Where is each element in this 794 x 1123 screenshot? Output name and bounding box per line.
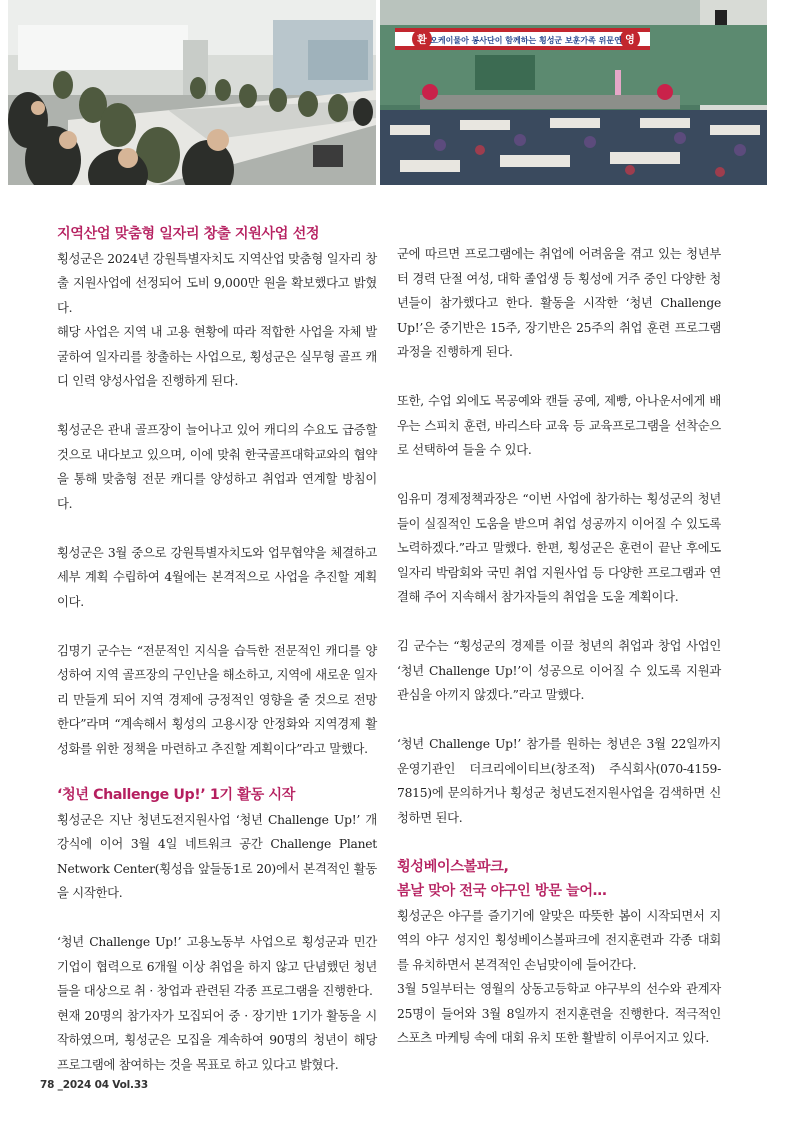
page-footer: 78 _2024 04 Vol.33	[40, 1079, 149, 1091]
section-heading-challenge-up: ‘청년 Challenge Up!’ 1기 활동 시작	[57, 787, 295, 803]
banner-text: 오케이물아 봉사단이 함께하는 횡성군 보훈가족 위문연	[430, 36, 622, 45]
banner-right-char: 영	[625, 35, 635, 46]
right-column	[397, 222, 721, 1051]
paragraph: 군에 따르면 프로그램에는 취업에 어려움을 겪고 있는 청년부터 경력 단절 여성, 대학 졸업생 등 횡성에 거주 중인 다양한 청년들이 참가했다고 한다. 활동을 시작한 ‘청년 Challenge Up!’은 중기반은 15주, 장기반은 25주의 취업 훈련 프로그램 과정을 진행하게 된다.	[397, 247, 721, 359]
paragraph: 횡성군은 3월 중으로 강원특별자치도와 업무협약을 체결하고 세부 계획 수립하여 4월에는 본격적으로 사업을 추진할 계획이다.	[57, 545, 377, 609]
section-heading-baseball-park	[397, 855, 721, 904]
paragraph: 현재 20명의 참가자가 모집되어 중 · 장기반 1기가 활동을 시작하였으며, 횡성군은 모집을 계속하여 90명의 청년이 해당 프로그램에 참여하는 것을 목표로 하고 있다고 밝혔다.	[57, 1008, 377, 1072]
section-heading-job-creation: 지역산업 맞춤형 일자리 창출 지원사업 선정	[57, 226, 320, 242]
paragraph: 3월 5일부터는 영월의 상동고등학교 야구부의 선수와 관계자 25명이 들어와 3월 8일까지 전지훈련을 진행한다. 적극적인 스포츠 마케팅 속에 대회 유치 또한 활발히 이루어지고 있다.	[397, 982, 721, 1045]
paragraph: 임유미 경제정책과장은 “이번 사업에 참가하는 횡성군의 청년들이 실질적인 도움을 받으며 취업 성공까지 이어질 수 있도록 노력하겠다.”라고 말했다. 한편, 횡성군은 훈련이 끝난 후에도 일자리 박람회와 국민 취업 지원사업 등 다양한 프로그램과 연결해 주어 지속해서 참가자들의 취업을 도울 계획이다.	[397, 492, 721, 604]
paragraph: ‘청년 Challenge Up!’ 고용노동부 사업으로 횡성군과 민간기업이 협력으로 6개월 이상 취업을 하지 않고 단념했던 청년들을 대상으로 취 · 창업과 관련된 각종 프로그램을 진행한다.	[57, 935, 377, 998]
paragraph: ‘청년 Challenge Up!’ 참가를 원하는 청년은 3월 22일까지 운영기관인 더크리에이티브(창조적) 주식회사(070-4159-7815)에 문의하거나 횡성군 청년도전지원사업을 검색하면 신청하면 된다.	[397, 737, 721, 825]
meeting-room-photo	[8, 0, 376, 185]
paragraph: 김 군수는 “횡성군의 경제를 이끌 청년의 취업과 창업 사업인 ‘청년 Challenge Up!’이 성공으로 이어질 수 있도록 지원과 관심을 아끼지 않겠다.”라고 말했다.	[397, 639, 721, 702]
paragraph: 김명기 군수는 “전문적인 지식을 습득한 전문적인 캐디를 양성하여 지역 골프장의 구인난을 해소하고, 지역에 새로운 일자리 만들게 되어 지역 경제에 긍정적인 영향을 줄 것으로 전망한다”라며 “계속해서 횡성의 고용시장 안정화와 지역경제 활성화를 위한 정책을 마련하고 추진할 계획이다”라고 말했다.	[57, 643, 377, 756]
paragraph: 횡성군은 야구를 즐기기에 알맞은 따뜻한 봄이 시작되면서 지역의 야구 성지인 횡성베이스볼파크에 전지훈련과 각종 대회를 유치하면서 본격적인 손님맞이에 들어간다.	[397, 908, 721, 972]
left-column	[57, 222, 377, 1077]
paragraph: 또한, 수업 외에도 목공예와 캔들 공예, 제빵, 아나운서에게 배우는 스피치 훈련, 바리스타 교육 등 교육프로그램을 선착순으로 선택하여 들을 수 있다.	[397, 394, 721, 457]
heading-line-1: 횡성베이스볼파크,	[397, 858, 509, 875]
banner-left-char: 환	[417, 35, 427, 46]
paragraph: 해당 사업은 지역 내 고용 현황에 따라 적합한 사업을 자체 발굴하여 일자리를 창출하는 사업으로, 횡성군은 실무형 골프 캐디 인력 양성사업을 진행하게 된다.	[57, 325, 377, 388]
event-hall-photo	[380, 0, 767, 185]
paragraph: 횡성군은 지난 청년도전지원사업 ‘청년 Challenge Up!’ 개강식에 이어 3월 4일 네트워크 공간 Challenge Planet Network Center(횡성읍 앞들동1로 20)에서 본격적인 활동을 시작한다.	[57, 812, 377, 900]
paragraph: 횡성군은 관내 골프장이 늘어나고 있어 캐디의 수요도 급증할 것으로 내다보고 있으며, 이에 맞춰 한국골프대학교와의 협약을 통해 맞춤형 전문 캐디를 양성하고 취업과 연계할 방침이다.	[57, 423, 377, 511]
heading-line-2: 봄날 맞아 전국 야구인 방문 늘어…	[397, 883, 607, 899]
paragraph: 횡성군은 2024년 강원특별자치도 지역산업 맞춤형 일자리 창출 지원사업에 선정되어 도비 9,000만 원을 확보했다고 밝혔다.	[57, 251, 377, 315]
